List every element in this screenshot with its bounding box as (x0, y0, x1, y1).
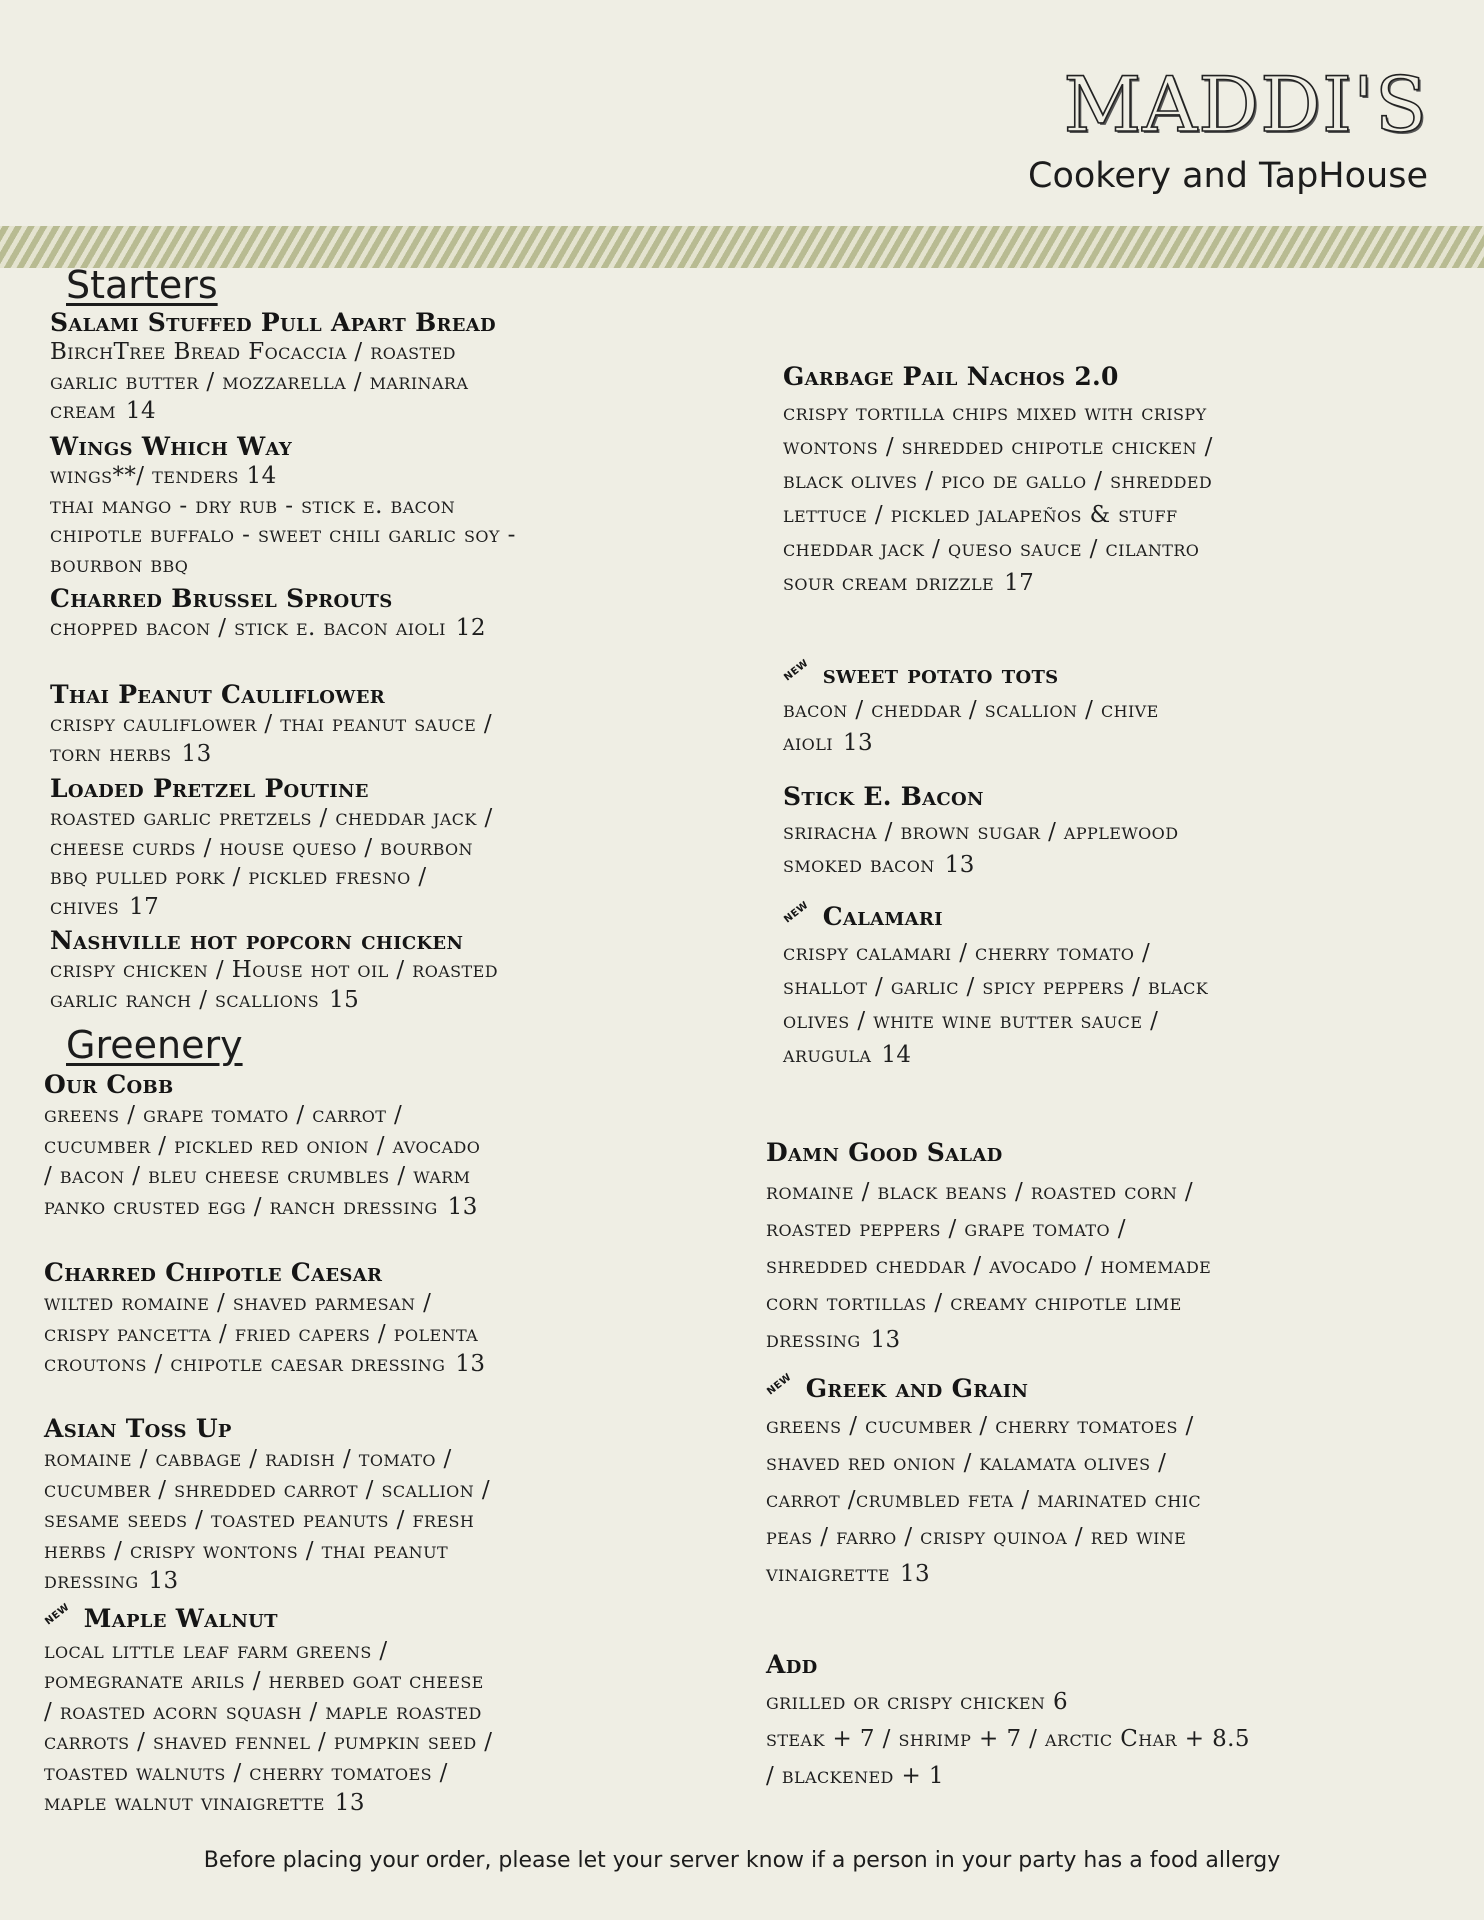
item-name: Stick E. Bacon (783, 782, 984, 811)
decorative-band (0, 226, 1484, 268)
item-price: 15 (329, 986, 360, 1013)
restaurant-subtitle: Cookery and TapHouse (1028, 156, 1428, 196)
item-desc: crispy chicken / House hot oil / roasted garlic ranch / scallions 15 (50, 957, 498, 1013)
item-price: 13 (944, 852, 975, 878)
item-price: 13 (334, 1790, 365, 1816)
item-desc: greens / cucumber / cherry tomatoes / shaved red onion / kalamata olives / carrot /crumbled feta / marinated chic peas / farro / crispy quinoa / red wine vinaigrette 13 (766, 1412, 1202, 1587)
item-name: Charred Brussel Sprouts (50, 584, 393, 613)
menu-item-nachos (783, 362, 1213, 600)
item-desc: romaine / black beans / roasted corn / roasted peppers / grape tomato / shredded cheddar / avocado / homemade corn tortillas / creamy chipotle lime dressing 13 (766, 1179, 1212, 1353)
item-desc: crispy cauliflower / thai peanut sauce / torn herbs 13 (50, 711, 493, 767)
item-name: NEW Calamari (783, 902, 1208, 934)
item-desc: roasted garlic pretzels / cheddar jack / cheese curds / house queso / bourbon bbq pulled pork / pickled fresno / chives 17 (50, 805, 493, 920)
new-badge: NEW (765, 1371, 794, 1397)
menu-item-salami (50, 308, 496, 427)
item-price: 13 (842, 729, 874, 756)
item-price: 14 (125, 398, 156, 424)
item-name: Garbage Pail Nachos 2.0 (783, 362, 1119, 391)
section-title-starters: Starters (66, 263, 218, 307)
item-desc: sriracha / brown sugar / applewood smoked bacon 13 (783, 819, 1179, 878)
menu-item-damn-good-salad (766, 1138, 1211, 1359)
menu-item-maple (43, 1601, 493, 1819)
item-desc: wings**/ tenders 14 thai mango - dry rub - stick e. bacon chipotle buffalo - sweet chili garlic soy - bourbon bbq (50, 463, 516, 578)
item-name: Wings Which Way (50, 432, 293, 461)
menu-item-brussel (50, 584, 486, 644)
item-price: 17 (1004, 570, 1035, 596)
section-title-greenery: Greenery (66, 1023, 243, 1067)
item-name: Charred Chipotle Caesar (44, 1258, 383, 1287)
item-price: 13 (870, 1327, 901, 1353)
menu-item-stick-e-bacon (783, 782, 1178, 882)
item-desc: bacon / cheddar / scallion / chive aioli 13 (783, 696, 1159, 756)
item-name: Add (766, 1650, 818, 1679)
menu-item-asian (44, 1414, 490, 1597)
new-badge: NEW (782, 899, 811, 925)
allergy-notice: Before placing your order, please let your server know if a person in your party has a food allergy (203, 1848, 1281, 1873)
item-name: NEW Maple Walnut (44, 1604, 492, 1636)
item-desc: grilled or crispy chicken 6 steak + 7 / shrimp + 7 / arctic Char + 8.5 / blackened + 1 (766, 1689, 1250, 1789)
menu-item-tots (782, 657, 1159, 760)
restaurant-logo: MADDI'S (1063, 60, 1428, 149)
menu-item-add-ons (766, 1650, 1250, 1795)
item-name: NEW sweet potato tots (783, 660, 1159, 692)
item-price: 13 (181, 740, 212, 767)
item-desc: BirchTree Bread Focaccia / roasted garlic butter / mozzarella / marinara cream 14 (50, 339, 469, 424)
item-desc: local little leaf farm greens / pomegranate arils / herbed goat cheese / roasted acorn squash / maple roasted carrots / shaved fennel / pumpkin seed / toasted walnuts / cherry tomatoes / maple walnut vinaigrette 13 (44, 1637, 493, 1816)
item-price: 13 (447, 1193, 478, 1220)
menu-item-poutine (50, 774, 493, 922)
item-price: 13 (455, 1351, 486, 1377)
item-name: Damn Good Salad (766, 1138, 1003, 1167)
menu-item-calamari (782, 899, 1209, 1072)
item-price: 13 (899, 1560, 931, 1587)
item-desc: greens / grape tomato / carrot / cucumber / pickled red onion / avocado / bacon / bleu cheese crumbles / warm panko crusted egg / ranch dressing 13 (44, 1102, 481, 1220)
item-desc: chopped bacon / stick e. bacon aioli 12 (50, 615, 486, 641)
menu-item-greek-and-grain (765, 1371, 1202, 1593)
item-name: Thai Peanut Cauliflower (50, 680, 385, 709)
menu-item-cobb (44, 1070, 480, 1222)
new-badge: NEW (782, 657, 811, 683)
item-desc: crispy tortilla chips mixed with crispy wontons / shredded chipotle chicken / black olives / pico de gallo / shredded lettuce / pickled jalapeños & stuff cheddar jack / queso sauce / cilantro sour cream drizzle 17 (783, 400, 1213, 596)
menu-item-wings (50, 432, 516, 580)
item-price: 14 (881, 1041, 912, 1068)
menu-item-cauliflower (50, 680, 492, 769)
brand-header (1028, 62, 1428, 198)
item-desc: crispy calamari / cherry tomato / shallot / garlic / spicy peppers / black olives / white wine butter sauce / arugula 14 (783, 939, 1209, 1068)
item-name: Our Cobb (44, 1070, 174, 1099)
item-price: 17 (129, 893, 160, 920)
item-price: 12 (455, 615, 486, 641)
item-desc: romaine / cabbage / radish / tomato / cucumber / shredded carrot / scallion / sesame seeds / toasted peanuts / fresh herbs / crispy wontons / thai peanut dressing 13 (44, 1446, 490, 1594)
item-name: Salami Stuffed Pull Apart Bread (50, 308, 496, 337)
item-price: 13 (148, 1568, 179, 1594)
menu-item-caesar (44, 1258, 485, 1380)
item-name: Loaded Pretzel Poutine (50, 774, 369, 803)
item-name: Asian Toss Up (44, 1414, 232, 1443)
new-badge: NEW (43, 1601, 72, 1627)
item-desc: wilted romaine / shaved parmesan / crispy pancetta / fried capers / polenta croutons / chipotle caesar dressing 13 (44, 1290, 486, 1377)
item-name: NEW Greek and Grain (766, 1374, 1201, 1406)
item-name: Nashville hot popcorn chicken (50, 926, 464, 955)
menu-item-nashville (50, 926, 498, 1015)
